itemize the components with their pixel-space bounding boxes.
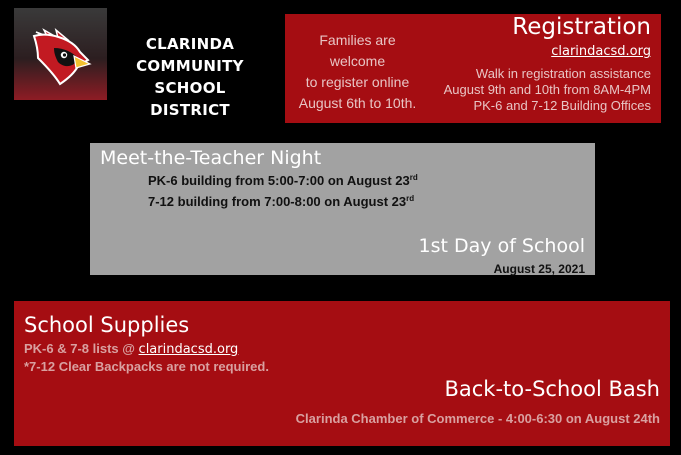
walk-in-assistance: [444, 66, 651, 114]
district-line-2: COMMUNITY: [136, 57, 244, 75]
712-ordinal: rd: [406, 194, 415, 203]
online-line-4: August 6th to 10th.: [298, 95, 417, 111]
supply-lists-line: [24, 341, 238, 357]
pk6-ordinal: rd: [409, 173, 418, 182]
bash-detail: Clarinda Chamber of Commerce - 4:00-6:30 on August 24th: [295, 411, 660, 426]
online-line-2: welcome: [329, 53, 386, 69]
pk6-meet-teacher-text: PK-6 building from 5:00-7:00 on August 23: [148, 173, 410, 188]
district-line-1: CLARINDA: [145, 35, 235, 53]
first-day-date: August 25, 2021: [493, 262, 585, 276]
712-meet-teacher-text: 7-12 building from 7:00-8:00 on August 23: [148, 194, 407, 209]
first-day-title: 1st Day of School: [418, 235, 585, 257]
walk-line-2: August 9th and 10th from 8AM-4PM: [443, 82, 651, 97]
registration-link[interactable]: clarindacsd.org: [551, 44, 651, 59]
bash-title: Back-to-School Bash: [444, 377, 660, 401]
supply-lists-text: PK-6 & 7-8 lists @: [24, 341, 139, 356]
online-line-3: to register online: [305, 74, 410, 90]
supply-lists-link[interactable]: clarindacsd.org: [138, 342, 239, 357]
cardinal-logo: [14, 8, 107, 100]
district-line-4: DISTRICT: [150, 101, 230, 119]
registration-title: Registration: [512, 14, 651, 40]
online-line-1: Families are: [319, 32, 396, 48]
walk-line-1: Walk in registration assistance: [475, 66, 651, 81]
district-line-3: SCHOOL: [154, 79, 226, 97]
supplies-title: School Supplies: [24, 313, 190, 337]
backpack-note: *7-12 Clear Backpacks are not required.: [24, 359, 269, 374]
district-name: [120, 33, 260, 121]
cardinal-icon: [14, 8, 107, 100]
pk6-meet-teacher-line: [148, 173, 418, 188]
meet-teacher-title: Meet-the-Teacher Night: [100, 147, 322, 169]
walk-line-3: PK-6 and 7-12 Building Offices: [473, 98, 651, 113]
online-registration-text: [290, 30, 425, 114]
712-meet-teacher-line: [148, 194, 414, 209]
